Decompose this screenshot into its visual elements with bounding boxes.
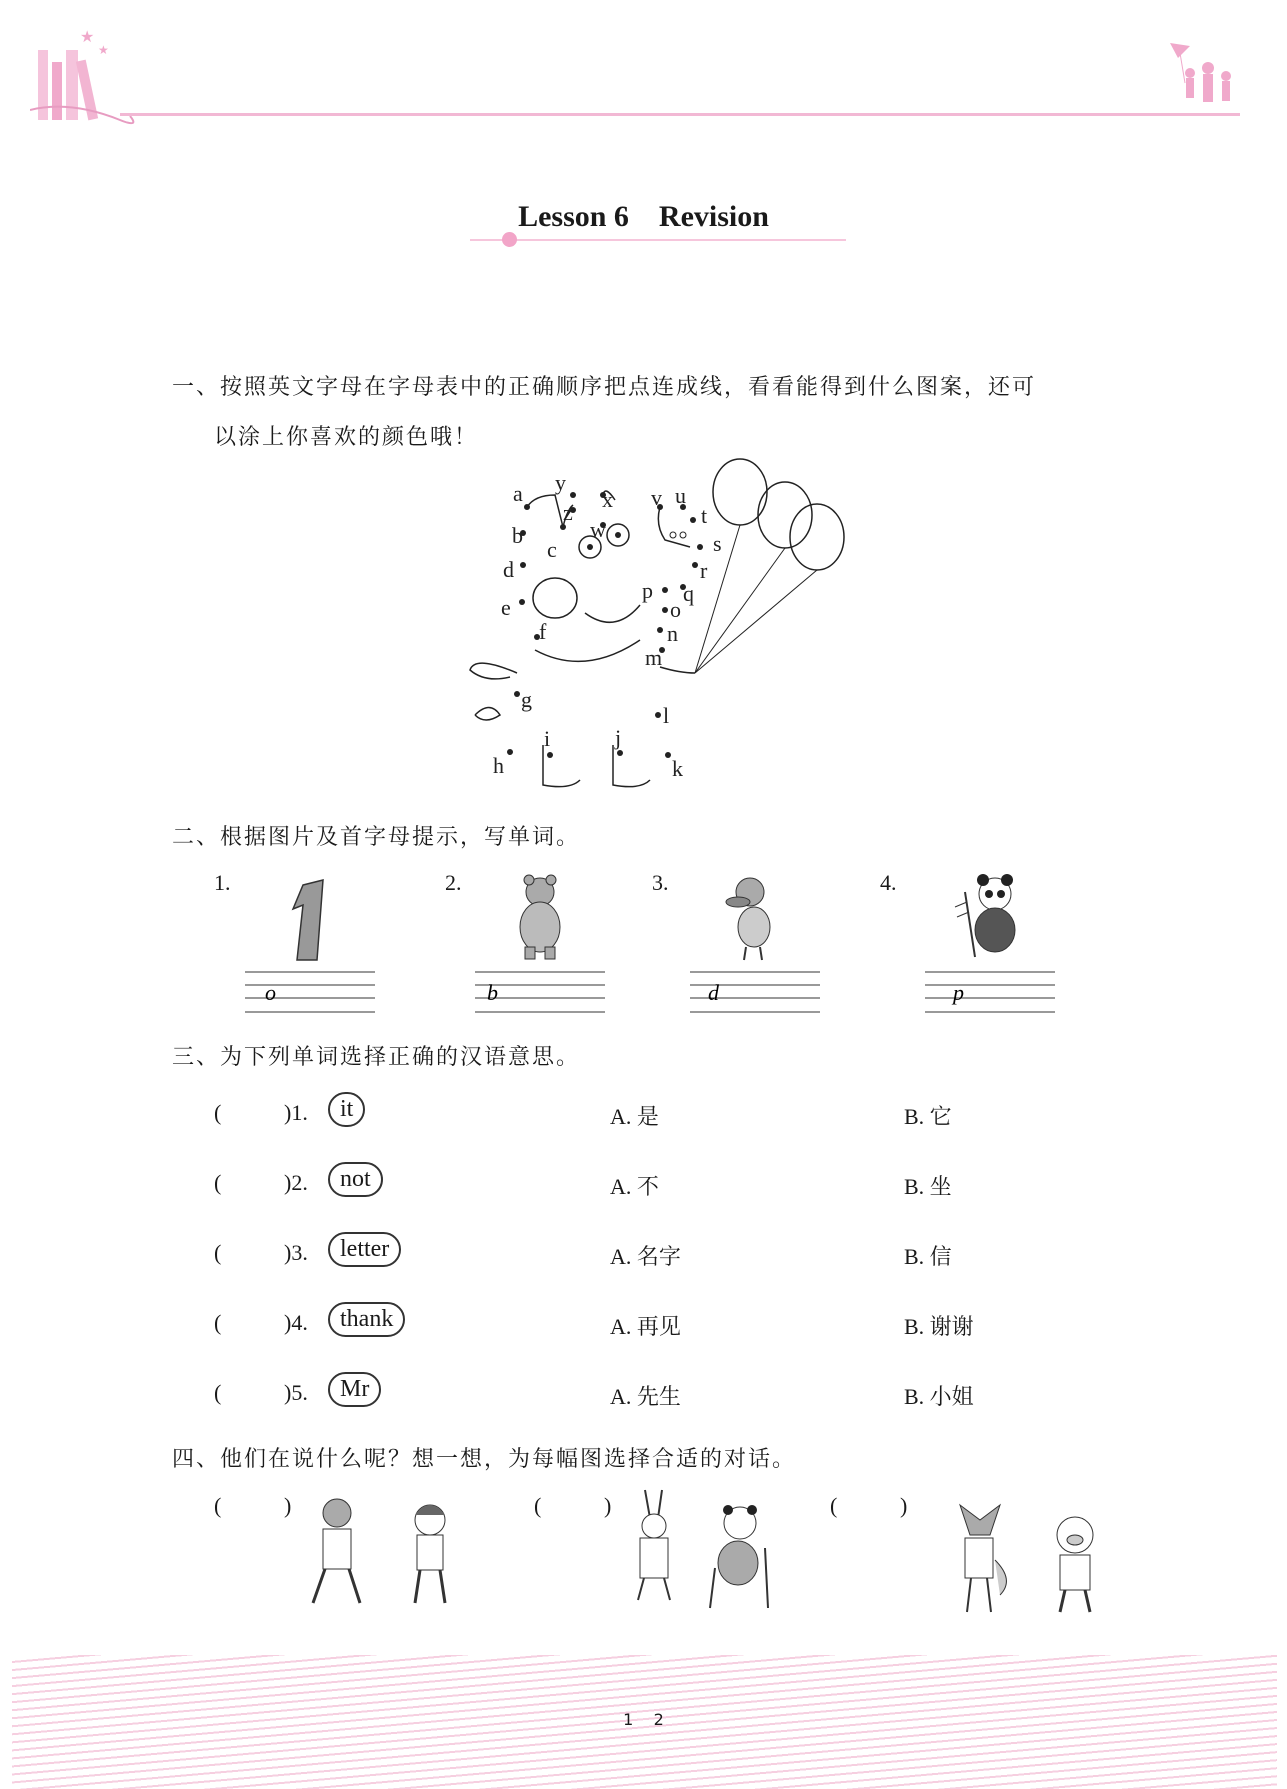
dot-label-r: r [700,558,708,583]
picture-3-blank-open: ( [830,1493,838,1518]
section2-instruction: 二、根据图片及首字母提示，写单词。 [172,825,581,850]
word-text: not [328,1162,383,1197]
dot-label-k: k [672,756,683,781]
dot-label-a: a [513,481,523,506]
dot-label-u: u [675,483,686,508]
question-number: )2. [284,1170,308,1195]
answer-blank-open: ( [214,1170,222,1195]
dot-label-x: x [602,487,613,512]
dot-label-e: e [501,595,511,620]
dot-label-t: t [701,503,708,528]
title-underline [470,239,846,241]
dot-label-h: h [493,753,504,778]
svg-text:★: ★ [80,29,95,46]
dot-label-f: f [539,619,547,644]
dot-label-n: n [667,621,678,646]
dot-to-dot-puzzle [455,445,855,795]
panda-icon [945,872,1025,966]
question-number: )3. [284,1240,308,1265]
dot-label-w: w [590,517,606,542]
dot-label-l: l [663,703,670,728]
picture-2-blank-close: ) [604,1493,612,1518]
writing-lines-4 [925,970,1055,1020]
word-text: letter [328,1232,401,1267]
question-number: )5. [284,1380,308,1405]
word-item-1-number: 1. [214,870,231,895]
picture-3-blank-close: ) [900,1493,908,1518]
section1-instruction-line2: 以涂上你喜欢的颜色哦！ [214,425,479,450]
dot-label-q: q [683,581,694,606]
section1-instruction-line1: 一、按照英文字母在字母表中的正确顺序把点连成线，看看能得到什么图案，还可 [172,375,1037,400]
word-cloud [328,1302,405,1337]
svg-text:★: ★ [98,43,109,57]
picture-1-blank-open: ( [214,1493,222,1518]
duck-icon [720,872,780,966]
writing-lines-2 [475,970,605,1020]
picture-2-blank-open: ( [534,1493,542,1518]
word-text: Mr [328,1372,381,1407]
writing-lines-3 [690,970,820,1020]
dot-puzzle-drawing [455,445,855,795]
hint-letter-1: o [265,980,276,1005]
header-children-kite [1150,38,1245,118]
option-b: B. 它 [904,1104,952,1129]
dot-label-y: y [555,470,566,495]
lesson-title: Lesson 6 Revision [518,200,769,233]
page-number: 1 2 [623,1710,664,1729]
dot-label-j: j [615,725,622,750]
bear-icon [505,872,575,966]
option-a: A. 名字 [610,1244,681,1269]
word-cloud [328,1092,365,1127]
dot-label-s: s [713,531,722,556]
dot-label-c: c [547,537,557,562]
dot-label-i: i [544,726,551,751]
dot-label-d: d [503,557,514,582]
option-b: B. 小姐 [904,1384,974,1409]
option-a: A. 再见 [610,1314,681,1339]
option-a: A. 是 [610,1104,659,1129]
answer-blank-open: ( [214,1240,222,1265]
answer-blank-open: ( [214,1380,222,1405]
rabbit-and-panda-icon [620,1488,780,1617]
picture-1-blank-close: ) [284,1493,292,1518]
word-text: it [328,1092,365,1127]
hint-letter-4: p [953,980,964,1005]
word-meaning-table [214,1092,1114,1432]
fox-and-pig-icon [945,1500,1115,1624]
word-item-3-number: 3. [652,870,669,895]
word-text: thank [328,1302,405,1337]
option-b: B. 信 [904,1244,952,1269]
section3-instruction: 三、为下列单词选择正确的汉语意思。 [172,1045,581,1070]
dot-label-g: g [521,687,532,712]
option-b: B. 谢谢 [904,1314,974,1339]
word-cloud [328,1232,401,1267]
hint-letter-3: d [708,980,719,1005]
writing-lines-1 [245,970,375,1020]
dot-label-m: m [645,645,663,670]
hint-letter-2: b [487,980,498,1005]
word-item-2-number: 2. [445,870,462,895]
word-cloud [328,1372,381,1407]
dot-label-z: z [563,500,573,525]
bear-and-girl-icon [305,1495,465,1614]
option-a: A. 先生 [610,1384,681,1409]
option-b: B. 坐 [904,1174,952,1199]
header-rule [120,113,1240,116]
question-number: )4. [284,1310,308,1335]
dot-label-b: b [512,523,523,548]
question-number: )1. [284,1100,308,1125]
dot-label-o: o [670,597,681,622]
answer-blank-open: ( [214,1100,222,1125]
option-a: A. 不 [610,1174,659,1199]
dot-label-v: v [651,485,662,510]
title-dot [502,232,517,247]
answer-blank-open: ( [214,1310,222,1335]
dot-label-p: p [642,578,653,603]
children-kite-icon [1150,38,1245,118]
number-one-icon [285,875,335,969]
section4-instruction: 四、他们在说什么呢？想一想，为每幅图选择合适的对话。 [172,1447,797,1472]
word-item-4-number: 4. [880,870,897,895]
word-cloud [328,1162,383,1197]
